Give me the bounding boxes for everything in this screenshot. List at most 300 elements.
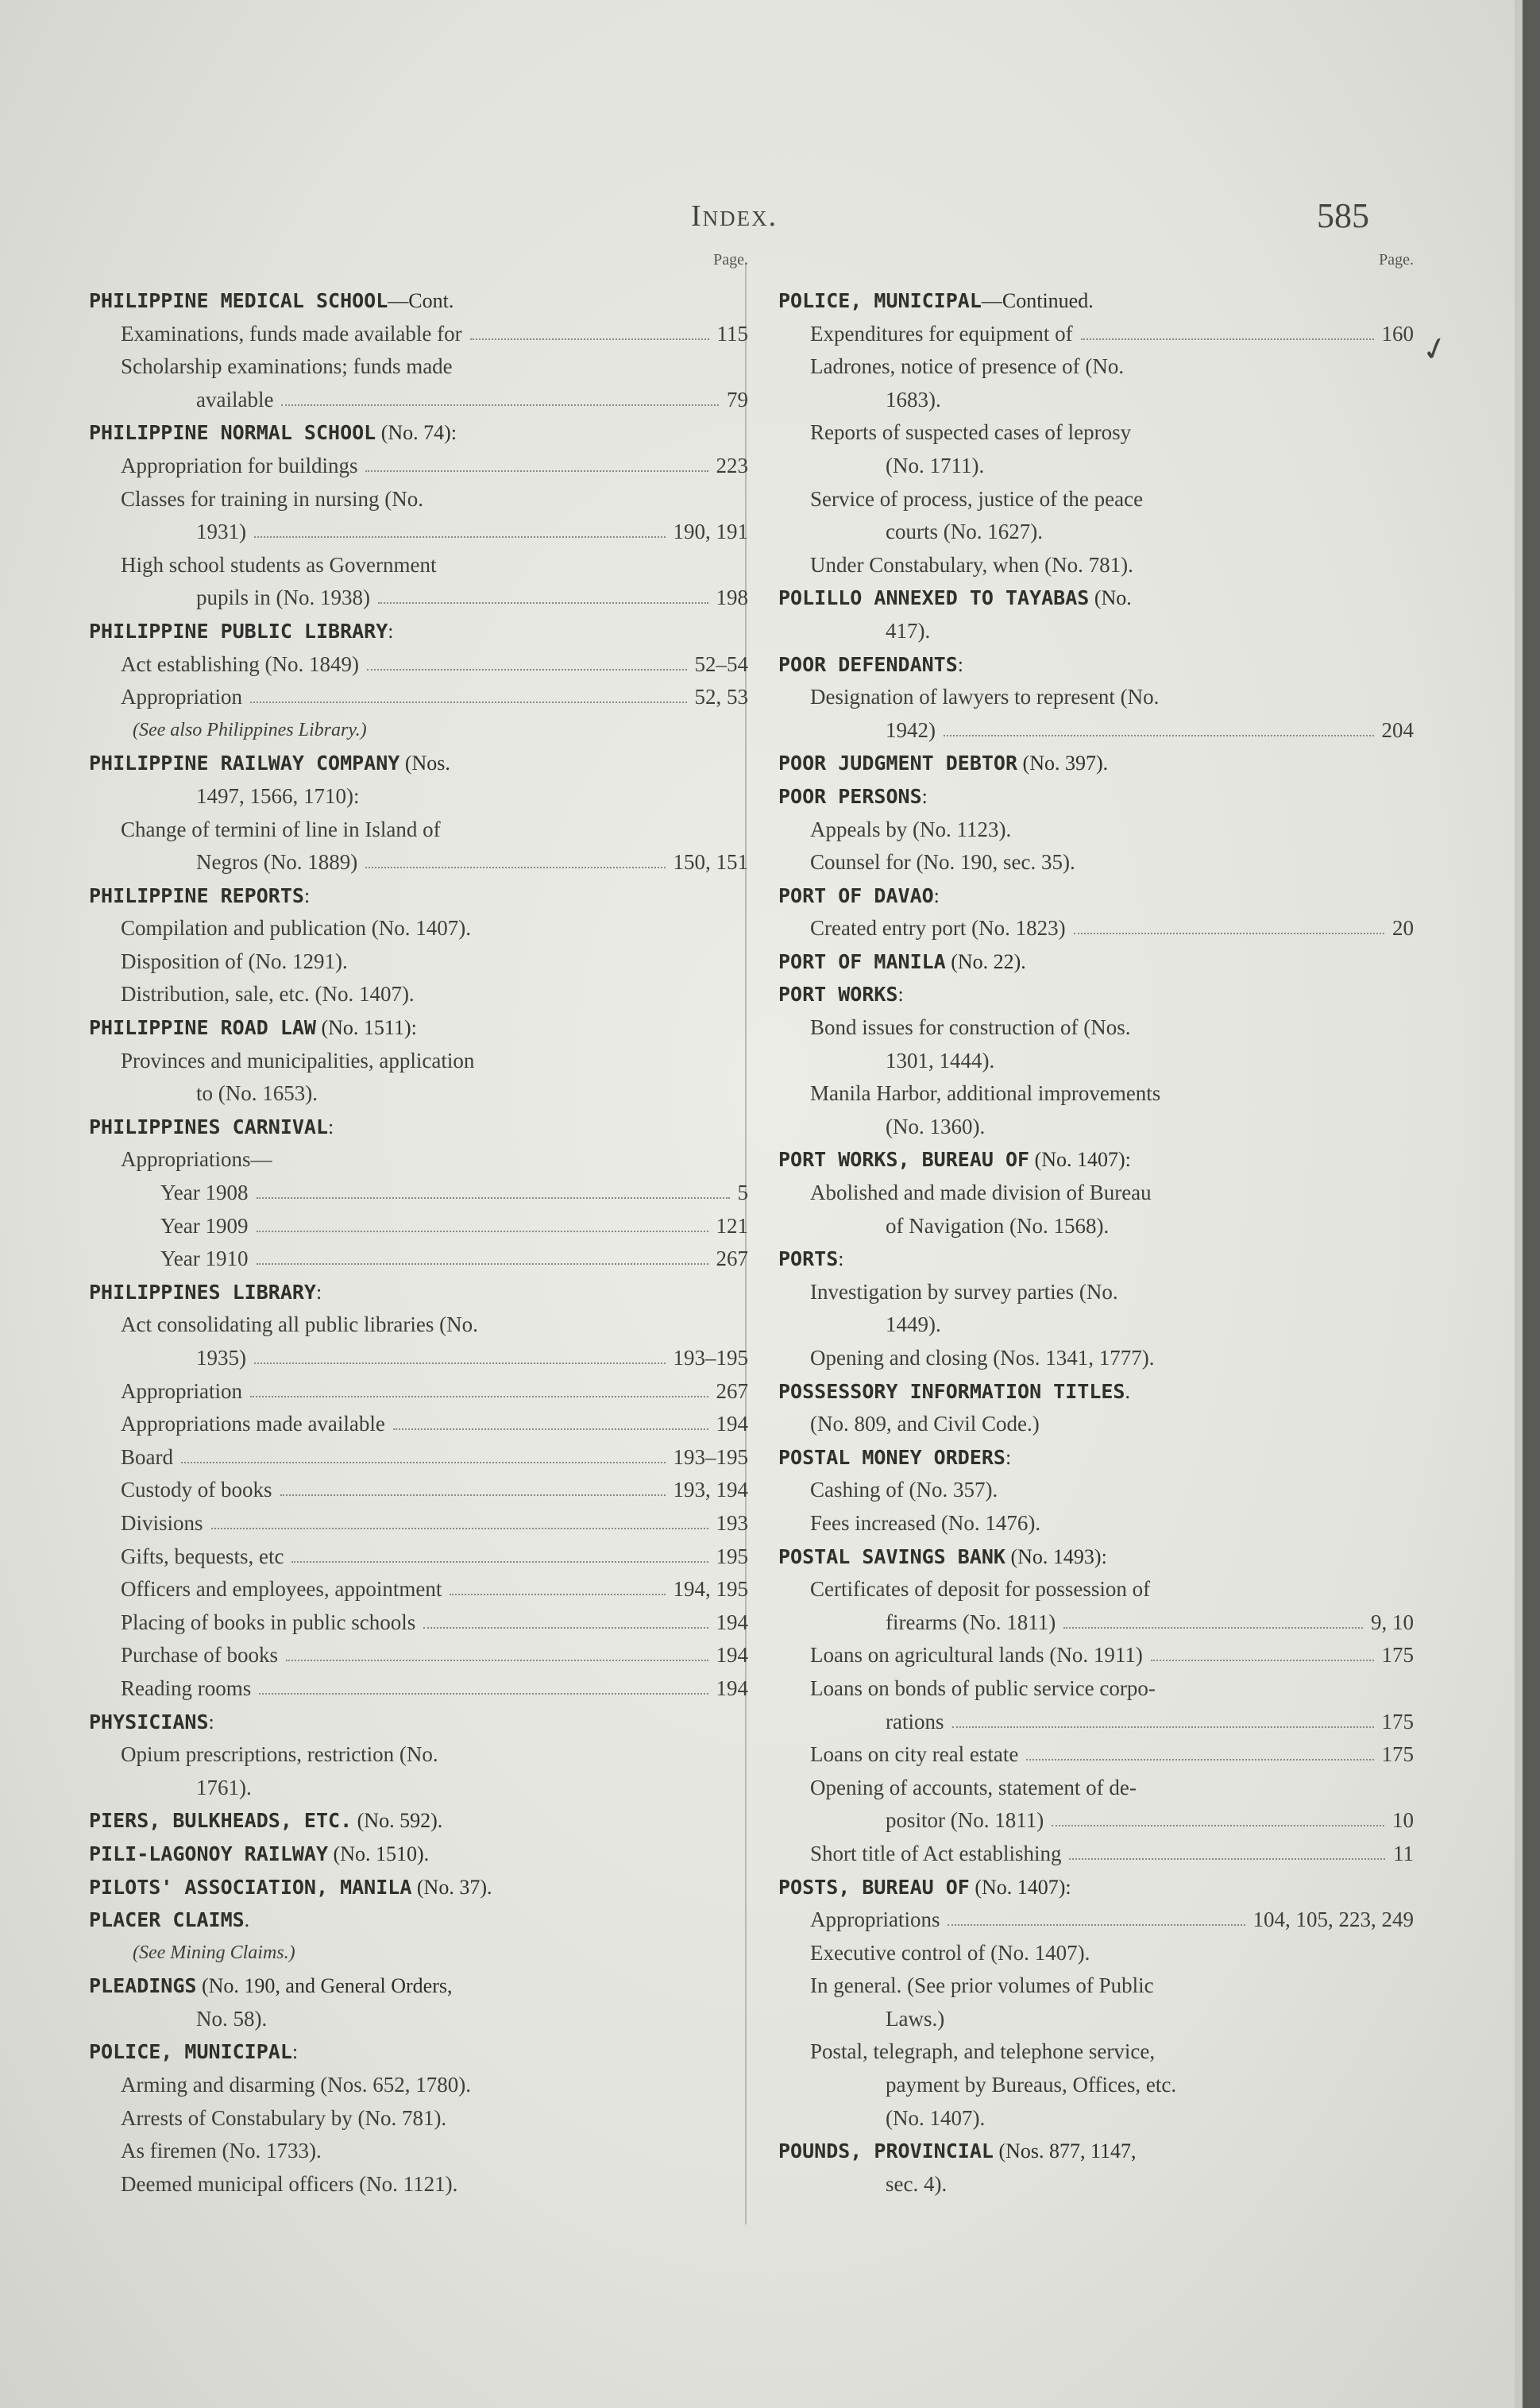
entry-text: Disposition of (No. 1291). xyxy=(121,949,348,973)
leader-dots xyxy=(1074,933,1384,934)
entry-text: Officers and employees, appointment xyxy=(121,1577,442,1602)
entry-text: Provinces and municipalities, application xyxy=(121,1048,475,1073)
index-heading xyxy=(778,945,1414,979)
heading-reference: —Continued. xyxy=(981,289,1094,312)
index-entry xyxy=(89,450,748,483)
page-reference: 11 xyxy=(1393,1841,1414,1865)
entry-text: Fees increased (No. 1476). xyxy=(810,1510,1041,1535)
entry-text: pupils in (No. 1938) xyxy=(196,586,370,610)
entry-text: rations xyxy=(886,1709,944,1734)
leader-dots xyxy=(259,1693,708,1695)
entry-text: Opium prescriptions, restriction (No. xyxy=(121,1742,438,1767)
leader-dots xyxy=(378,602,708,604)
page-reference: 193–195 xyxy=(673,1346,748,1370)
heading-text: PORT WORKS xyxy=(778,983,898,1007)
index-entry xyxy=(778,1573,1414,1606)
index-entry xyxy=(89,1342,748,1375)
index-entry xyxy=(778,681,1414,714)
entry-text: courts (No. 1627). xyxy=(886,520,1043,544)
index-entry xyxy=(778,2035,1414,2069)
index-entry xyxy=(89,1375,748,1409)
index-entry xyxy=(778,1177,1414,1210)
left-column xyxy=(89,251,748,2201)
leader-dots xyxy=(1052,1825,1384,1826)
index-entry xyxy=(89,1639,748,1672)
index-heading xyxy=(89,1111,748,1144)
index-entry xyxy=(89,1045,748,1078)
index-entry xyxy=(89,318,748,351)
heading-text: PORT OF DAVAO xyxy=(778,883,934,907)
entry-text: Year 1908 xyxy=(160,1181,249,1205)
heading-reference: (No. 37). xyxy=(411,1875,492,1899)
entry-text: Deemed municipal officers (No. 1121). xyxy=(121,2171,458,2196)
index-entry xyxy=(89,1772,748,1805)
index-entry xyxy=(778,714,1414,748)
index-heading xyxy=(89,1838,748,1871)
heading-reference: (No. 592). xyxy=(352,1809,443,1833)
index-entry xyxy=(778,1639,1414,1672)
entry-text: sec. 4). xyxy=(886,2171,948,2196)
page-reference: 194 xyxy=(716,1412,748,1436)
heading-reference: (No. xyxy=(1089,586,1132,610)
page-reference: 194 xyxy=(716,1676,748,1700)
entry-text: Distribution, sale, etc. (No. 1407). xyxy=(121,982,415,1007)
heading-reference: . xyxy=(1125,1379,1130,1403)
leader-dots xyxy=(291,1561,708,1563)
entry-text: 1935) xyxy=(196,1346,246,1370)
entry-text: Investigation by survey parties (No. xyxy=(810,1279,1118,1304)
index-entry xyxy=(89,483,748,516)
entry-text: (No. 1360). xyxy=(886,1114,986,1138)
index-entry xyxy=(89,1177,748,1210)
index-entry xyxy=(89,516,748,549)
entry-text: Appeals by (No. 1123). xyxy=(810,817,1012,841)
heading-text: POSTS, BUREAU OF xyxy=(778,1875,970,1899)
page-reference: 121 xyxy=(716,1213,748,1238)
index-entry xyxy=(89,1243,748,1276)
heading-text: POSTAL SAVINGS BANK xyxy=(778,1544,1005,1568)
entry-text: Arming and disarming (Nos. 652, 1780). xyxy=(121,2073,471,2097)
page-reference: 204 xyxy=(1381,717,1414,742)
index-entry xyxy=(89,1441,748,1475)
entry-text: Postal, telegraph, and telephone service, xyxy=(810,2039,1156,2064)
page-reference: 9, 10 xyxy=(1371,1610,1414,1634)
entry-text: Expenditures for equipment of xyxy=(810,321,1073,346)
page-reference: 150, 151 xyxy=(673,850,748,875)
entry-text: (No. 809, and Civil Code.) xyxy=(810,1412,1040,1436)
index-heading xyxy=(89,615,748,648)
heading-reference: : xyxy=(897,983,904,1007)
index-heading xyxy=(778,648,1414,682)
index-entry xyxy=(89,1308,748,1342)
index-entry xyxy=(778,318,1414,351)
heading-text: PHILIPPINE MEDICAL SCHOOL xyxy=(89,289,388,312)
index-entry xyxy=(89,978,748,1011)
entry-text: available xyxy=(196,387,274,412)
index-entry xyxy=(89,2069,748,2102)
heading-reference: (No. 74): xyxy=(376,421,457,445)
index-entry xyxy=(89,2102,748,2136)
heading-text: PHILIPPINE NORMAL SCHOOL xyxy=(89,421,376,445)
index-entry xyxy=(89,1507,748,1540)
leader-dots xyxy=(250,1396,708,1397)
index-heading xyxy=(778,1540,1414,1574)
index-heading xyxy=(778,1375,1414,1409)
entry-text: 1497, 1566, 1710): xyxy=(196,783,360,808)
index-entry xyxy=(778,846,1414,879)
index-entry xyxy=(89,814,748,847)
index-entry xyxy=(778,350,1414,384)
page-column-label: Page. xyxy=(1379,251,1414,269)
index-entry xyxy=(89,2168,748,2201)
index-entry xyxy=(778,416,1414,450)
page-reference: 52–54 xyxy=(694,651,748,676)
index-entry xyxy=(778,1308,1414,1342)
index-entry xyxy=(778,516,1414,549)
page-reference: 175 xyxy=(1381,1742,1414,1767)
index-entry xyxy=(778,1838,1414,1871)
index-heading xyxy=(778,978,1414,1011)
entry-text: Designation of lawyers to represent (No. xyxy=(810,685,1160,709)
heading-reference: : xyxy=(838,1247,844,1271)
entry-text: 1449). xyxy=(886,1312,941,1337)
entry-text: Executive control of (No. 1407). xyxy=(810,1940,1090,1965)
index-entry xyxy=(778,1804,1414,1838)
leader-dots xyxy=(257,1197,730,1199)
index-entry xyxy=(778,1969,1414,2003)
index-entry xyxy=(89,846,748,879)
heading-reference: (Nos. 877, 1147, xyxy=(993,2139,1137,2163)
see-also-note xyxy=(89,714,748,748)
index-heading xyxy=(89,1904,748,1937)
entry-text: of Navigation (No. 1568). xyxy=(886,1213,1110,1238)
entry-text: Certificates of deposit for possession of xyxy=(810,1577,1151,1602)
entry-text: High school students as Government xyxy=(121,552,437,577)
index-entry xyxy=(89,945,748,979)
entry-text: 1761). xyxy=(196,1775,252,1799)
heading-text: PORT OF MANILA xyxy=(778,949,946,973)
entry-text: Reading rooms xyxy=(121,1676,252,1700)
heading-reference: : xyxy=(1005,1445,1012,1469)
heading-reference: (No. 397). xyxy=(1017,752,1109,775)
leader-dots xyxy=(281,404,719,406)
entry-text: 1931) xyxy=(196,520,246,544)
right-column xyxy=(778,251,1414,2201)
index-entry xyxy=(778,1077,1414,1111)
leader-dots xyxy=(948,1924,1245,1926)
index-entry xyxy=(89,350,748,384)
page-reference: 52, 53 xyxy=(694,685,748,709)
heading-reference: : xyxy=(208,1710,214,1734)
heading-reference: (No. 1511): xyxy=(315,1016,417,1040)
leader-dots xyxy=(181,1462,666,1463)
entry-text: Act establishing (No. 1849) xyxy=(121,651,359,676)
heading-text: PLEADINGS xyxy=(89,1974,197,1998)
leader-dots xyxy=(254,1362,666,1364)
index-entry xyxy=(89,1573,748,1606)
page-reference: 223 xyxy=(716,453,748,477)
heading-reference: : xyxy=(328,1115,334,1138)
leader-dots xyxy=(1026,1759,1374,1761)
index-heading xyxy=(89,1969,748,2003)
index-heading xyxy=(778,1871,1414,1904)
page-reference: 104, 105, 223, 249 xyxy=(1252,1907,1414,1932)
heading-text: POOR PERSONS xyxy=(778,784,922,808)
page-reference: 10 xyxy=(1392,1808,1414,1833)
heading-reference: : xyxy=(291,2040,299,2064)
entry-text: Cashing of (No. 357). xyxy=(810,1478,998,1502)
index-entry xyxy=(778,1706,1414,1739)
leader-dots xyxy=(365,867,666,868)
entry-text: Placing of books in public schools xyxy=(121,1610,416,1634)
page-edge-shadow xyxy=(1515,0,1523,2408)
entry-text: Year 1910 xyxy=(160,1247,249,1271)
entry-text: Change of termini of line in Island of xyxy=(121,817,441,841)
index-entry xyxy=(778,1672,1414,1706)
index-entry xyxy=(778,1408,1414,1441)
heading-text: PHYSICIANS xyxy=(89,1710,209,1734)
index-entry xyxy=(778,2069,1414,2102)
index-heading xyxy=(89,879,748,913)
page-reference: 190, 191 xyxy=(673,520,748,544)
entry-text: Appropriations— xyxy=(121,1147,272,1172)
page-reference: 193, 194 xyxy=(673,1478,748,1502)
entry-text: Year 1909 xyxy=(160,1213,249,1238)
leader-dots xyxy=(280,1494,666,1496)
entry-text: Scholarship examinations; funds made xyxy=(121,354,453,379)
index-entry xyxy=(89,384,748,417)
index-entry xyxy=(89,681,748,714)
index-entry xyxy=(778,1606,1414,1640)
leader-dots xyxy=(470,338,709,340)
heading-text: PHILIPPINE ROAD LAW xyxy=(89,1016,316,1040)
index-entry xyxy=(778,814,1414,847)
page-reference: 193–195 xyxy=(673,1444,748,1469)
heading-text: POLICE, MUNICIPAL xyxy=(778,289,982,312)
entry-text: Opening and closing (Nos. 1341, 1777). xyxy=(810,1346,1155,1370)
heading-reference: : xyxy=(315,1280,322,1304)
heading-text: PHILIPPINES LIBRARY xyxy=(89,1280,316,1304)
heading-text: PHILIPPINE RAILWAY COMPANY xyxy=(89,752,400,775)
index-entry xyxy=(778,1772,1414,1805)
entry-text: (See Mining Claims.) xyxy=(133,1942,295,1963)
index-entry xyxy=(778,1937,1414,1970)
entry-text: Arrests of Constabulary by (No. 781). xyxy=(121,2105,447,2130)
page-reference: 175 xyxy=(1381,1643,1414,1668)
index-entry xyxy=(778,1904,1414,1937)
entry-text: Opening of accounts, statement of de- xyxy=(810,1775,1137,1799)
heading-reference: (No. 1493): xyxy=(1005,1544,1107,1568)
index-entry xyxy=(89,1738,748,1772)
entry-text: No. 58). xyxy=(196,2006,268,2031)
heading-text: POSTAL MONEY ORDERS xyxy=(778,1445,1005,1469)
index-entry xyxy=(778,1474,1414,1507)
page-reference: 198 xyxy=(716,586,748,610)
heading-reference: (No. 1510). xyxy=(328,1842,430,1865)
heading-reference: : xyxy=(303,883,311,907)
page-reference: 194, 195 xyxy=(673,1577,748,1602)
heading-text: PILOTS' ASSOCIATION, MANILA xyxy=(89,1875,412,1899)
entry-text: Loans on agricultural lands (No. 1911) xyxy=(810,1643,1143,1668)
index-heading xyxy=(778,1243,1414,1276)
leader-dots xyxy=(286,1660,708,1661)
heading-reference: (Nos. xyxy=(399,752,450,775)
heading-reference: : xyxy=(388,619,394,643)
heading-reference: : xyxy=(933,883,940,907)
entry-text: Manila Harbor, additional improvements xyxy=(810,1081,1161,1106)
leader-dots xyxy=(211,1528,708,1529)
entry-text: (No. 1407). xyxy=(886,2105,986,2130)
entry-text: Board xyxy=(121,1444,173,1469)
index-heading xyxy=(778,1441,1414,1475)
entry-text: Short title of Act establishing xyxy=(810,1841,1062,1865)
index-entry xyxy=(89,582,748,615)
index-heading xyxy=(89,1011,748,1045)
index-heading xyxy=(89,284,748,318)
index-entry xyxy=(89,1606,748,1640)
index-entry xyxy=(778,2102,1414,2136)
heading-text: POLILLO ANNEXED TO TAYABAS xyxy=(778,586,1090,610)
leader-dots xyxy=(257,1263,708,1265)
leader-dots xyxy=(250,702,687,703)
leader-dots xyxy=(1063,1627,1363,1629)
leader-dots xyxy=(393,1428,708,1430)
heading-reference: (No. 1407): xyxy=(1029,1148,1131,1172)
entry-text: Appropriations xyxy=(810,1907,940,1932)
running-title: Index. xyxy=(691,199,778,233)
leader-dots xyxy=(1151,1660,1374,1661)
entry-text: Appropriation xyxy=(121,685,242,709)
entry-text: Appropriation xyxy=(121,1378,242,1403)
entry-text: Classes for training in nursing (No. xyxy=(121,486,423,511)
heading-reference: (No. 22). xyxy=(945,949,1026,973)
see-also-note xyxy=(89,1937,748,1970)
heading-text: PLACER CLAIMS xyxy=(89,1908,245,1932)
heading-text: PORTS xyxy=(778,1247,839,1271)
page-reference: 175 xyxy=(1381,1709,1414,1734)
index-entry xyxy=(89,1143,748,1177)
entry-text: firearms (No. 1811) xyxy=(886,1610,1056,1634)
index-entry xyxy=(778,1210,1414,1243)
entry-text: Created entry port (No. 1823) xyxy=(810,916,1066,941)
index-entry xyxy=(778,384,1414,417)
index-heading xyxy=(778,879,1414,913)
entry-text: Counsel for (No. 190, sec. 35). xyxy=(810,850,1075,875)
page-number: 585 xyxy=(1317,196,1369,235)
entry-text: Ladrones, notice of presence of (No. xyxy=(810,354,1125,379)
entry-text: Bond issues for construction of (Nos. xyxy=(810,1015,1131,1040)
index-entry xyxy=(778,1111,1414,1144)
index-entry xyxy=(778,1011,1414,1045)
heading-text: PHILIPPINES CARNIVAL xyxy=(89,1115,329,1138)
index-entry xyxy=(778,1342,1414,1375)
index-entry xyxy=(89,648,748,682)
heading-reference: . xyxy=(244,1908,250,1932)
entry-text: 1301, 1444). xyxy=(886,1048,995,1073)
heading-text: PIERS, BULKHEADS, ETC. xyxy=(89,1809,353,1833)
heading-text: PILI-LAGONOY RAILWAY xyxy=(89,1842,329,1865)
heading-reference: (No. 190, and General Orders, xyxy=(196,1974,453,1998)
leader-dots xyxy=(257,1231,708,1232)
leader-dots xyxy=(450,1594,666,1595)
page-reference: 195 xyxy=(716,1544,748,1568)
index-heading xyxy=(778,780,1414,814)
index-heading xyxy=(778,582,1414,615)
entry-text: 417). xyxy=(886,618,931,643)
index-heading xyxy=(778,2135,1414,2168)
index-entry xyxy=(778,1276,1414,1309)
entry-text: 1683). xyxy=(886,387,941,412)
entry-text: payment by Bureaus, Offices, etc. xyxy=(886,2073,1177,2097)
heading-text: POOR JUDGMENT DEBTOR xyxy=(778,752,1018,775)
entry-text: Gifts, bequests, etc xyxy=(121,1544,284,1568)
entry-text: Negros (No. 1889) xyxy=(196,850,358,875)
entry-text: (No. 1711). xyxy=(886,453,985,477)
index-entry xyxy=(778,483,1414,516)
heading-reference: (No. 1407): xyxy=(969,1875,1071,1899)
index-entry xyxy=(89,2135,748,2168)
entry-text: In general. (See prior volumes of Public xyxy=(810,1973,1154,1998)
entry-text: Appropriations made available xyxy=(121,1412,385,1436)
index-heading xyxy=(89,1804,748,1838)
leader-dots xyxy=(944,735,1374,736)
leader-dots xyxy=(952,1726,1374,1728)
heading-text: PHILIPPINE PUBLIC LIBRARY xyxy=(89,619,388,643)
index-entry xyxy=(89,1077,748,1111)
entry-text: Appropriation for buildings xyxy=(121,453,358,477)
heading-reference: —Cont. xyxy=(388,289,454,312)
entry-text: positor (No. 1811) xyxy=(886,1808,1044,1833)
heading-reference: : xyxy=(921,784,928,808)
index-heading xyxy=(89,2035,748,2069)
index-entry xyxy=(778,2003,1414,2036)
index-entry xyxy=(89,1408,748,1441)
page-reference: 194 xyxy=(716,1610,748,1634)
heading-text: POUNDS, PROVINCIAL xyxy=(778,2139,994,2163)
entry-text: Abolished and made division of Bureau xyxy=(810,1181,1152,1205)
heading-text: POSSESSORY INFORMATION TITLES xyxy=(778,1379,1125,1403)
index-heading xyxy=(89,1276,748,1309)
entry-text: Loans on city real estate xyxy=(810,1742,1019,1767)
index-entry xyxy=(778,1045,1414,1078)
index-entry xyxy=(778,450,1414,483)
entry-text: Loans on bonds of public service corpo- xyxy=(810,1676,1156,1700)
index-entry xyxy=(89,1474,748,1507)
entry-text: Under Constabulary, when (No. 781). xyxy=(810,552,1133,577)
page-reference: 20 xyxy=(1392,916,1414,941)
index-entry xyxy=(89,549,748,582)
entry-text: Service of process, justice of the peace xyxy=(810,486,1144,511)
index-heading xyxy=(89,747,748,780)
page-reference: 79 xyxy=(727,387,748,412)
index-heading xyxy=(89,416,748,450)
entry-text: to (No. 1653). xyxy=(196,1081,318,1106)
heading-text: POOR DEFENDANTS xyxy=(778,652,958,676)
index-heading xyxy=(778,747,1414,780)
page-reference: 267 xyxy=(716,1247,748,1271)
index-entry xyxy=(89,912,748,945)
heading-reference: : xyxy=(957,652,964,676)
leader-dots xyxy=(1069,1858,1385,1860)
page-reference: 5 xyxy=(737,1181,748,1205)
index-heading xyxy=(89,1871,748,1904)
page-reference: 194 xyxy=(716,1643,748,1668)
index-heading xyxy=(778,1143,1414,1177)
heading-text: POLICE, MUNICIPAL xyxy=(89,2040,292,2064)
entry-text: (See also Philippines Library.) xyxy=(133,719,367,740)
index-entry xyxy=(778,615,1414,648)
index-heading xyxy=(778,284,1414,318)
